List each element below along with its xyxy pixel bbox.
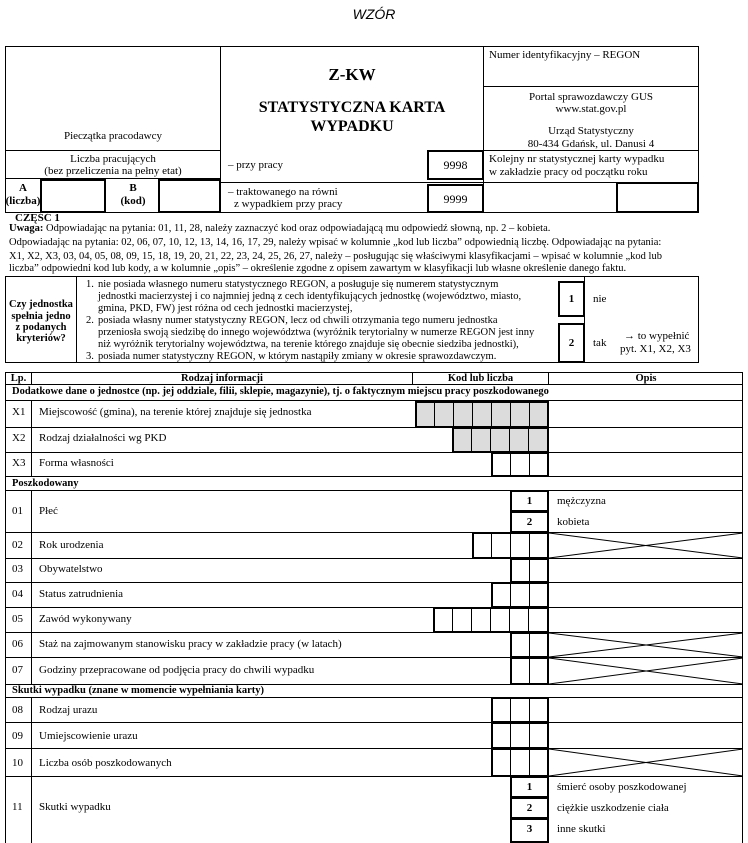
part1-title: CZĘŚĆ 1	[15, 212, 60, 224]
criteria-question-3: z podanych	[15, 322, 67, 333]
criteria-option-2-code: 2	[568, 337, 575, 349]
employees-line2: (bez przeliczenia na pełny etat)	[44, 165, 182, 177]
col-header-code: Kod lub liczba	[447, 373, 514, 384]
row-label: Godziny przepracowane od podjęcia pracy do chwili wypadku	[39, 664, 315, 676]
row-lp: 04	[12, 588, 23, 600]
employees-count-box[interactable]	[40, 179, 106, 213]
row-lp: 05	[12, 613, 23, 625]
employees-code-box[interactable]	[158, 179, 221, 213]
section-effects: Skutki wypadku (znane w momencie wypełniania karty)	[12, 685, 265, 696]
row-label: Liczba osób poszkodowanych	[39, 757, 172, 769]
part1-note-line3: X1, X2, X3, 03, 04, 05, 08, 09, 15, 18, 19, 20, 21, 22, 23, 24, 25, 26, 27, należy – posługując się właściwymi klasyfikacjami – wpisać w kolumnie „kod lub	[9, 251, 662, 262]
serial-line1: Kolejny nr statystycznej karty wypadku	[489, 153, 665, 165]
part1-note-line1	[9, 224, 550, 235]
serial-number-box[interactable]	[616, 182, 699, 213]
criteria-num-2: 2.	[86, 315, 94, 326]
criteria-question-2: spełnia jedno	[11, 311, 71, 322]
row-label: Płeć	[39, 505, 58, 517]
effects-option-3-code: 3	[526, 823, 533, 835]
row-lp: 08	[12, 704, 23, 716]
row-label: Staż na zajmowanym stanowisku pracy w zakładzie pracy (w latach)	[39, 638, 342, 650]
section-injured: Poszkodowany	[12, 478, 79, 489]
row-lp: 11	[12, 801, 23, 813]
desc-crossed-out	[549, 533, 743, 558]
col-b-line2: (kod)	[120, 195, 146, 207]
sex-option-1-code: 1	[526, 495, 533, 507]
row-label: Zawód wykonywany	[39, 613, 132, 625]
sex-option-2-label: kobieta	[557, 516, 590, 528]
row-lp: 10	[12, 757, 23, 769]
col-header-desc: Opis	[635, 373, 657, 384]
employees-line1: Liczba pracujących	[70, 153, 156, 165]
treated-line1: – traktowanego na równi	[228, 186, 338, 198]
code-input-05[interactable]	[433, 607, 549, 633]
code-input-x3[interactable]	[491, 452, 549, 477]
criteria-2-line1: posiada własny numer statystyczny REGON, lecz od chwili otrzymania tego numeru jednostka	[98, 315, 498, 326]
row-lp: 09	[12, 730, 23, 742]
form-code: Z-KW	[328, 65, 376, 84]
code-input-x2[interactable]	[452, 427, 549, 453]
at-work-code: 9998	[443, 158, 468, 172]
criteria-question-1: Czy jednostka	[9, 299, 73, 310]
row-label: Status zatrudnienia	[39, 588, 124, 600]
section-unit-data: Dodatkowe dane o jednostce (np. jej oddziale, filii, sklepie, magazynie), tj. o faktycznym miejscu pracy poszkodowanego	[12, 386, 549, 397]
col-a-line2: (liczba)	[5, 195, 41, 207]
row-label: Rodzaj działalności wg PKD	[39, 432, 167, 444]
effects-option-2-label: ciężkie uszkodzenie ciała	[557, 802, 669, 814]
row-label: Umiejscowienie urazu	[39, 730, 138, 742]
at-work-label: – przy pracy	[228, 159, 283, 171]
criteria-option-2-label: tak	[593, 337, 607, 349]
serial-line2: w zakładzie pracy od początku roku	[489, 166, 648, 178]
code-input-10[interactable]	[491, 748, 549, 777]
note-label: Uwaga:	[9, 223, 44, 234]
office-line2: 80-434 Gdańsk, ul. Danusi 4	[527, 138, 655, 150]
effects-option-1-label: śmierć osoby poszkodowanej	[557, 781, 687, 793]
row-label: Forma własności	[39, 457, 114, 469]
col-header-lp: Lp.	[10, 373, 27, 384]
criteria-option-1-label: nie	[593, 293, 607, 305]
effects-option-3-label: inne skutki	[557, 823, 606, 835]
criteria-option-2-note2: pyt. X1, X2, X3	[620, 343, 691, 355]
row-lp: X3	[12, 457, 26, 469]
office-line1: Urząd Statystyczny	[548, 125, 634, 137]
criteria-1-line1: nie posiada własnego numeru statystycznego REGON, a posługuje się numerem statystycznym	[98, 279, 499, 290]
sex-option-1-label: mężczyzna	[557, 495, 606, 507]
row-lp: X2	[12, 432, 26, 444]
effects-option-2-code: 2	[526, 802, 533, 814]
desc-crossed-out	[549, 749, 743, 776]
code-input-02[interactable]	[472, 532, 549, 559]
stamp-label: Pieczątka pracodawcy	[63, 130, 163, 142]
row-lp: X1	[12, 406, 26, 418]
criteria-option-2-note1: → to wypełnić	[624, 330, 690, 342]
form-title-line2: WYPADKU	[310, 118, 394, 135]
portal-line1: Portal sprawozdawczy GUS	[528, 91, 654, 103]
form-title-line1: STATYSTYCZNA KARTA	[258, 99, 446, 116]
criteria-1-line3: gmina, PKD, FW) jest różna od cech jednostki macierzystej,	[98, 303, 353, 314]
criteria-option-1-code: 1	[568, 293, 575, 305]
criteria-num-1: 1.	[86, 279, 94, 290]
portal-line2: www.stat.gov.pl	[555, 103, 627, 115]
row-lp: 02	[12, 539, 23, 551]
row-lp: 01	[12, 505, 23, 517]
criteria-question-4: kryteriów?	[16, 333, 66, 344]
part1-note-line2: Odpowiadając na pytania: 02, 06, 07, 10, 12, 13, 14, 16, 17, 29, należy wpisać w kolumnie „kod lub liczba” odpowiednią liczbę. Odpowiadając na pytania:	[9, 237, 662, 248]
row-lp: 06	[12, 638, 23, 650]
code-input-06[interactable]	[510, 632, 549, 658]
code-input-08[interactable]	[491, 697, 549, 723]
col-header-kind: Rodzaj informacji	[181, 373, 263, 384]
note-text: Odpowiadając na pytania: 01, 11, 28, należy zaznaczyć kod oraz odpowiadającą mu odpowiedź słowną, np. 2 – kobieta.	[43, 223, 551, 234]
criteria-2-line3: niż wyróżnik terytorialny województwa, na terenie którego znajduje się obecnie siedziba jednostki),	[98, 339, 519, 350]
treated-code: 9999	[443, 192, 468, 206]
row-label: Rok urodzenia	[39, 539, 104, 551]
code-input-07[interactable]	[510, 657, 549, 685]
part1-note-line4: liczba” odpowiedni kod lub kody, a w kolumnie „opis” – określenie zgodne z opisem zawartym w klasyfikacji lub własne określenie danego faktu.	[9, 263, 627, 274]
treated-line2: z wypadkiem przy pracy	[234, 198, 343, 210]
col-b-line1: B	[129, 182, 137, 194]
criteria-num-3: 3.	[86, 351, 94, 362]
watermark-label: WZÓR	[352, 6, 396, 22]
row-lp: 03	[12, 563, 23, 575]
col-a-line1: A	[19, 182, 27, 194]
code-input-09[interactable]	[491, 722, 549, 749]
desc-crossed-out	[549, 658, 743, 684]
criteria-2-line2: przeniosła swoją siedzibę do innego województwa (wyróżnik terytorialny w numerze REGON jest inny	[98, 327, 535, 338]
criteria-1-line2: jednostki macierzystej i co najmniej jedną z cech identyfikujących jednostkę (województwo, miasto,	[98, 291, 522, 302]
sex-option-2-code: 2	[526, 516, 533, 528]
criteria-3-line1: posiada numer statystyczny REGON, w którym nastąpiły zmiany w okresie sprawozdawczym.	[98, 351, 497, 362]
desc-crossed-out	[549, 633, 743, 657]
code-input-04[interactable]	[491, 582, 549, 608]
regon-label: Numer identyfikacyjny – REGON	[489, 49, 641, 61]
row-label: Miejscowość (gmina), na terenie której znajduje się jednostka	[39, 406, 312, 418]
row-label: Rodzaj urazu	[39, 704, 98, 716]
row-lp: 07	[12, 664, 23, 676]
code-input-03[interactable]	[510, 558, 549, 583]
effects-option-1-code: 1	[526, 781, 533, 793]
code-input-x1[interactable]	[415, 401, 549, 428]
row-label: Obywatelstwo	[39, 563, 103, 575]
row-label: Skutki wypadku	[39, 801, 111, 813]
